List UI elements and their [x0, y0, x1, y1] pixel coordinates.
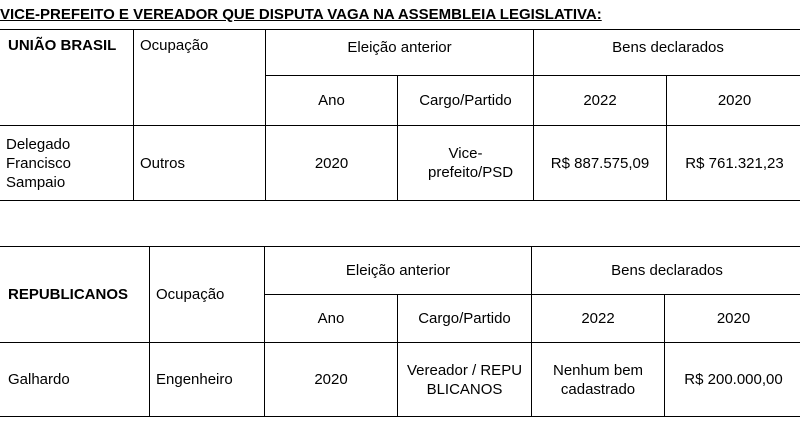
year-2020-header: 2020: [667, 76, 800, 126]
ano-header: Ano: [265, 295, 398, 343]
candidate-bens-2022: R$ 887.575,09: [534, 126, 667, 201]
cargo-partido-header: Cargo/Partido: [398, 295, 532, 343]
ocupacao-header: Ocupação: [150, 247, 265, 343]
candidate-cargo: Vereador / REPUBLICANOS: [398, 343, 532, 417]
candidate-bens-2022: Nenhum bem cadastrado: [532, 343, 665, 417]
table-row: [0, 126, 800, 201]
candidate-ocupacao: Outros: [134, 126, 266, 201]
table-row: [0, 343, 800, 417]
candidate-ocupacao: Engenheiro: [150, 343, 265, 417]
candidate-bens-2020: R$ 761.321,23: [667, 126, 800, 201]
page-heading: VICE-PREFEITO E VEREADOR QUE DISPUTA VAGA NA ASSEMBLEIA LEGISLATIVA:: [0, 6, 602, 23]
ocupacao-header: Ocupação: [134, 30, 266, 126]
candidate-cargo: Vice-prefeito/PSD: [398, 126, 534, 201]
eleicao-anterior-header: Eleição anterior: [266, 30, 534, 76]
cargo-partido-header: Cargo/Partido: [398, 76, 534, 126]
candidate-bens-2020: R$ 200.000,00: [665, 343, 800, 417]
year-2020-header: 2020: [665, 295, 800, 343]
ano-header: Ano: [266, 76, 398, 126]
table-republicanos: [0, 246, 800, 417]
candidate-ano: 2020: [265, 343, 398, 417]
party-name: REPUBLICANOS: [0, 247, 150, 343]
bens-declarados-header: Bens declarados: [534, 30, 800, 76]
party-name: UNIÃO BRASIL: [0, 30, 134, 126]
candidate-name: Galhardo: [0, 343, 150, 417]
eleicao-anterior-header: Eleição anterior: [265, 247, 532, 295]
candidate-name: Delegado Francisco Sampaio: [0, 126, 134, 201]
year-2022-header: 2022: [532, 295, 665, 343]
bens-declarados-header: Bens declarados: [532, 247, 800, 295]
table-uniao-brasil: [0, 29, 800, 201]
year-2022-header: 2022: [534, 76, 667, 126]
candidate-ano: 2020: [266, 126, 398, 201]
